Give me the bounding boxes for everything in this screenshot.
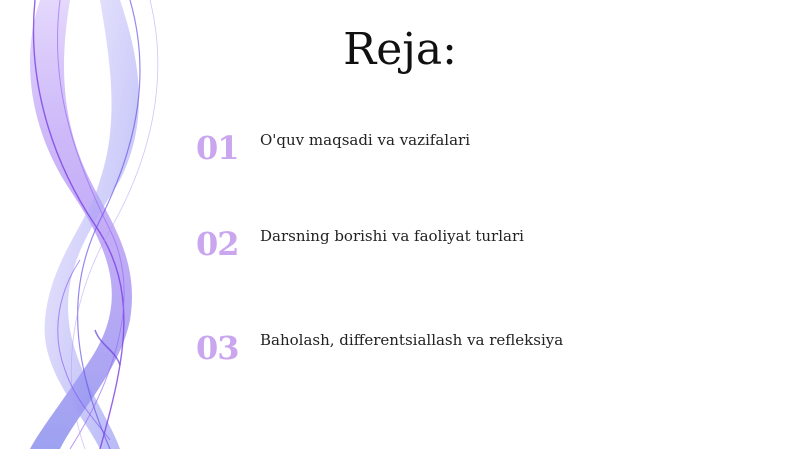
slide-title: Reja: <box>343 24 457 75</box>
agenda-label: Baholash, differentsiallash va refleksiya <box>260 331 564 349</box>
decorative-ribbon <box>0 0 200 449</box>
agenda-label: O'quv maqsadi va vazifalari <box>260 131 471 149</box>
agenda-label: Darsning borishi va faoliyat turlari <box>260 227 524 245</box>
agenda-item-2 <box>196 224 756 268</box>
agenda-number: 03 <box>196 329 239 367</box>
agenda-number: 02 <box>196 225 239 263</box>
agenda-item-3 <box>196 328 756 372</box>
agenda-item-1 <box>196 128 756 172</box>
agenda-number: 01 <box>196 129 239 167</box>
